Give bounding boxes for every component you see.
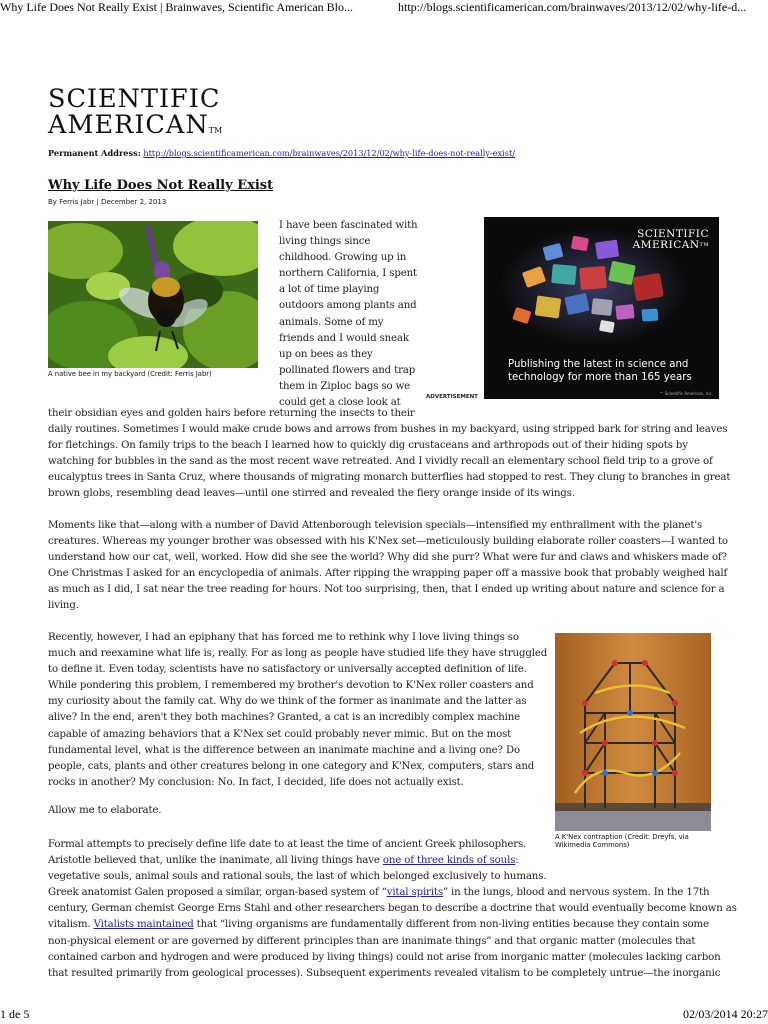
ad-brand-trademark: TM bbox=[699, 242, 709, 248]
paragraph-1 bbox=[48, 406, 730, 503]
text-line: childhood. Growing up in bbox=[279, 252, 407, 264]
logo-line-2: AMERICAN bbox=[48, 110, 209, 140]
text-line: rocks in another? My conclusion: No. In fact, I decided, life does not actually exist. bbox=[48, 776, 464, 788]
ad-brand bbox=[633, 229, 709, 251]
ad-tagline bbox=[508, 358, 708, 384]
knex-photo bbox=[555, 633, 711, 831]
advertisement-label: ADVERTISEMENT bbox=[426, 394, 478, 400]
text-line: watching for bubbles in the sand as the most recent wave retreated. And I vividly recall an elementary school field trip to a grove of bbox=[48, 456, 713, 468]
ad-tagline-line: Publishing the latest in science and bbox=[508, 359, 689, 370]
article-byline: By Ferris Jabr | December 2, 2013 bbox=[48, 198, 167, 206]
page-number: 1 de 5 bbox=[0, 1007, 30, 1021]
text-line: Recently, however, I had an epiphany that has forced me to rethink why I love living things so bbox=[48, 632, 519, 643]
text-line: brown globs, resembling dead leaves—until one stirred and revealed the fiery orange inside of its wings. bbox=[48, 488, 575, 500]
advertisement-banner[interactable] bbox=[484, 217, 719, 399]
text-line: to define it. Even today, scientists have no satisfactory or universally accepted definition of life. bbox=[48, 664, 527, 676]
text-span: vitalism. bbox=[48, 919, 94, 931]
text-line: contained carbon and hydrogen and were produced by living things) could not arise from inorganic matter (molecules lacking carbon bbox=[48, 951, 721, 963]
article-title[interactable]: Why Life Does Not Really Exist bbox=[48, 178, 274, 193]
text-line: for fletchings. On family trips to the beach I learned how to quickly dig crustaceans and arthropods out of their hiding spots by bbox=[48, 440, 688, 452]
paragraph-3 bbox=[48, 630, 547, 791]
text-line: living things since bbox=[279, 236, 371, 248]
permanent-address bbox=[48, 148, 515, 158]
bee-caption: A native bee in my backyard (Credit: Ferris Jabr) bbox=[48, 370, 212, 378]
text-line bbox=[48, 885, 737, 901]
paragraph-2 bbox=[48, 518, 728, 615]
text-line: eucalyptus trees in Santa Cruz, where thousands of migrating monarch butterflies had stopped to rest. They clung to branches in great bbox=[48, 472, 731, 484]
intro-column bbox=[279, 218, 417, 411]
knex-caption-line: Wikimedia Commons) bbox=[555, 841, 630, 849]
text-line: my curiosity about the family cat. Why do we think of the former as inanimate and the latter as bbox=[48, 696, 527, 708]
vital-spirits-link[interactable]: vital spirits bbox=[386, 887, 443, 899]
text-line: a lot of time playing bbox=[279, 284, 380, 296]
text-line: understand how our cat, well, worked. How did she see the world? Why did she purr? What were fur and claws and whiskers made of? bbox=[48, 552, 727, 564]
logo-line-1: SCIENTIFIC bbox=[48, 84, 221, 114]
knex-caption-line: A K'Nex contraption (Credit: Dreyfs, via bbox=[555, 833, 689, 841]
logo-trademark: TM bbox=[208, 126, 223, 135]
text-line: much and reexamine what life is, really. For as long as people have studied life they have struggled bbox=[48, 648, 548, 660]
text-span: ” in the lungs, blood and nervous system. In the 17th bbox=[442, 887, 710, 899]
text-line: up on bees as they bbox=[279, 348, 373, 360]
ad-tagline-line: technology for more than 165 years bbox=[508, 372, 692, 383]
text-line: could get a close look at bbox=[279, 397, 401, 409]
browser-page-title: Why Life Does Not Really Exist | Brainwaves, Scientific American Blo... bbox=[0, 0, 353, 14]
text-line: creatures. Whereas my younger brother was obsessed with his K'Nex set—meticulously building elaborate roller coasters—I wanted to bbox=[48, 536, 728, 548]
browser-page-url: http://blogs.scientificamerican.com/brainwaves/2013/12/02/why-life-d... bbox=[398, 0, 747, 14]
souls-link[interactable]: one of three kinds of souls bbox=[382, 855, 516, 867]
text-line bbox=[48, 853, 737, 869]
text-span: Aristotle believed that, unlike the inanimate, all living things have bbox=[48, 855, 383, 867]
text-line: Formal attempts to precisely define life date to at least the time of ancient Greek philosophers. bbox=[48, 839, 527, 850]
text-line: While pondering this problem, I remembered my brother's devotion to K'Nex roller coasters and bbox=[48, 680, 534, 692]
text-line: northern California, I spent bbox=[279, 268, 417, 280]
text-line: people, cats, plants and other creatures belong in one category and K'Nex, computers, stars and bbox=[48, 760, 535, 772]
vitalists-maintained-link[interactable]: Vitalists maintained bbox=[93, 919, 194, 931]
text-line: that resulted primarily from geological processes). Subsequent experiments revealed vitalism to be completely untrue—the inorganic bbox=[48, 967, 721, 979]
text-line: capable of amazing behaviors that a K'Nex set could probably never mimic. But on the most bbox=[48, 728, 512, 740]
text-line: pollinated flowers and trap bbox=[279, 364, 416, 376]
paragraph-5 bbox=[48, 837, 737, 982]
permalink-url[interactable]: http://blogs.scientificamerican.com/brainwaves/2013/12/02/why-life-does-not-really-exist/ bbox=[143, 148, 516, 158]
text-line bbox=[48, 917, 737, 933]
text-line: as much as I did, I sat near the tree reading for hours. Not too surprising, then, that I ended up writing about nature and science for a bbox=[48, 584, 725, 596]
text-line: their obsidian eyes and golden hairs before returning the insects to their bbox=[48, 408, 415, 419]
text-line: outdoors among plants and bbox=[279, 300, 417, 312]
text-line: One Christmas I asked for an encyclopedia of animals. After ripping the wrapping paper off a massive book that probably weighed half bbox=[48, 568, 728, 580]
text-line: fundamental level, what is the difference between an inanimate machine and a living one? Do bbox=[48, 744, 520, 756]
text-line: Moments like that—along with a number of David Attenborough television specials—intensified my enthrallment with the planet's bbox=[48, 520, 703, 531]
text-span: Greek anatomist Galen proposed a similar, organ-based system of “ bbox=[48, 887, 387, 899]
text-line: Allow me to elaborate. bbox=[48, 805, 162, 816]
text-line: I have been fascinated with bbox=[279, 220, 418, 231]
permalink-label: Permanent Address: bbox=[48, 148, 141, 158]
text-line: animals. Some of my bbox=[279, 316, 384, 328]
text-line: non-physical element or are governed by different principles than are inanimate things” and that organic matter (molecules that bbox=[48, 935, 696, 947]
text-span: : bbox=[515, 855, 519, 867]
text-line: alive? In the end, aren't they both machines? Granted, a cat is an incredibly complex machine bbox=[48, 712, 521, 724]
text-span: that “living organisms are fundamentally different from non-living entities because they contain some bbox=[193, 919, 709, 931]
text-line: daily routines. Sometimes I would make crude bows and arrows from bushes in my backyard, using stripped bark for string and leaves bbox=[48, 424, 728, 436]
text-line: living. bbox=[48, 600, 79, 612]
text-line: century, German chemist George Erns Stahl and other researchers began to describe a doctrine that would eventually become known as bbox=[48, 903, 737, 915]
text-line: friends and I would sneak bbox=[279, 332, 409, 344]
ad-copyright: ™ Scientific American, Inc. bbox=[659, 391, 713, 396]
ad-brand-line-2: AMERICAN bbox=[632, 239, 700, 251]
text-line: vegetative souls, animal souls and rational souls, the last of which belonged exclusively to humans. bbox=[48, 871, 547, 883]
paragraph-4 bbox=[48, 803, 161, 819]
print-datetime: 02/03/2014 20:27 bbox=[682, 1007, 768, 1021]
site-logo[interactable] bbox=[48, 86, 222, 138]
ad-brand-line-1: SCIENTIFIC bbox=[637, 228, 709, 240]
bee-photo bbox=[48, 221, 258, 368]
text-line: them in Ziploc bags so we bbox=[279, 380, 411, 392]
